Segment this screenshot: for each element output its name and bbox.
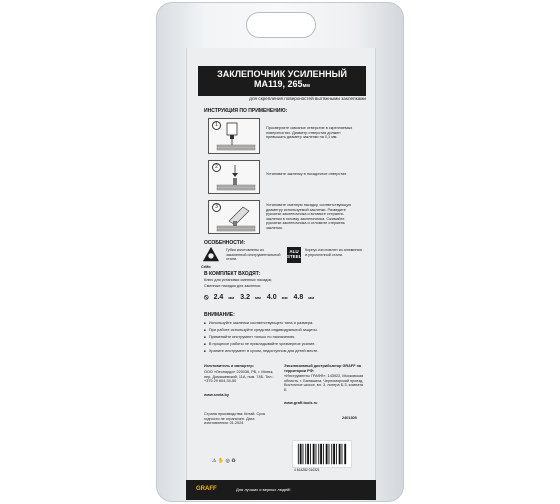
recycle-icon: ♻: [231, 458, 236, 464]
crmo-label: CrMo: [201, 265, 211, 269]
feature-crmo-text: Губки изготовлены из закаленной инструментальной стали.: [226, 248, 281, 262]
size-2: 3.2: [240, 294, 250, 301]
manufacturer-heading: Изготовитель и импортер:: [204, 364, 254, 368]
drill-icon: [209, 119, 261, 155]
nozzle-icon: ⦸: [204, 294, 209, 301]
barcode-icon: [292, 440, 352, 468]
warning-item: ■ Храните инструмент в сухом, недоступном для детей месте.: [204, 348, 318, 353]
size-1: 2.4: [213, 294, 224, 301]
size-3: 4.0: [266, 294, 277, 301]
origin-info: Страна производства: Китай. Срок годности не ограничен. Дата изготовления: 01.2024: [204, 412, 266, 426]
nozzle-sizes: [204, 294, 320, 302]
features-heading: ОСОБЕННОСТИ:: [204, 240, 246, 246]
warning-item: ■ Применяйте инструмент только по назначению.: [204, 334, 295, 339]
size-4: 4.8: [293, 294, 304, 301]
kit-item-2: Сменные насадки для заклепок:: [204, 284, 262, 288]
crmo-logo-icon: [202, 246, 220, 264]
distributor-text: «Инструменты ГРАФФ», 143922, Московская область, г. Балашиха, Черноморский проезд, Восточное шоссе, вл. 3, литера Б-3, комната Б: [284, 374, 364, 392]
goggles-icon: ◎: [225, 458, 230, 464]
title-unit: мм: [302, 83, 310, 89]
riveter-icon: [209, 201, 261, 235]
child-warning-icon: ⚠: [212, 458, 217, 464]
distributor-heading: Эксклюзивный дистрибьютор GRAFF на территории РФ:: [284, 364, 361, 373]
warning-item: ■ При работе используйте средства индивидуальной защиты.: [204, 327, 318, 332]
size-3-unit: мм: [281, 295, 288, 300]
brand-footer: [186, 480, 376, 500]
step-1-number: 1: [212, 121, 221, 130]
barcode-number: 4 814282 010321: [294, 468, 320, 472]
alu-label: ALU: [289, 249, 299, 254]
feature-alu-text: Корпус изготовлен из алюминия и упрочненной стали.: [305, 248, 362, 257]
rivet-insert-icon: [209, 161, 261, 195]
warning-heading: ВНИМАНИЕ:: [204, 312, 235, 318]
care-icons: [212, 458, 236, 464]
warning-item: ■ В процессе работы не прикладывайте чрезмерное усилие.: [204, 341, 315, 346]
size-2-unit: мм: [254, 295, 261, 300]
step-2-number: 2: [212, 163, 221, 172]
step-2-text: Установите заклепку в посадочное отверстие.: [266, 172, 348, 176]
size-1-unit: мм: [228, 295, 235, 300]
step-3-illustration: [208, 200, 260, 234]
manufacturer-site: www.sveta.by: [204, 393, 229, 397]
warning-item: ■ Используйте заклепки соответствующего типа и размера.: [204, 320, 313, 325]
article-number: 2401305: [342, 416, 357, 420]
step-1-text: Просверлите сквозное отверстие в скрепляемых поверхностях. Диаметр отверстия должен превышать диаметр заклепки на 0,1 мм.: [266, 126, 353, 140]
alu-steel-logo-icon: [287, 247, 301, 263]
step-3-text: Установите сменную насадку, соответствующую диаметру используемой заклепки. Разведите рукоятки заклепочника и вставьте стержень заклепки в головку заклепочника. Сжимайте рукоятки заклепочника и отломите стержень заклепки.: [266, 203, 352, 230]
step-3-number: 3: [212, 203, 221, 212]
manufacturer-text: ООО «Леонардо» 220036, РБ, г. Минск, пер. Домашевский, 11А, пом. 74Б. Тел.: +375 29 604-34-50: [204, 370, 274, 384]
product-subtitle: для скрепления поверхностей вытяжными заклепками: [249, 96, 366, 101]
step-1-illustration: [208, 118, 260, 154]
steel-label: STEEL: [287, 254, 302, 259]
slogan: Для лучших и верных людей!: [236, 487, 291, 492]
kit-heading: В КОМПЛЕКТ ВХОДЯТ:: [204, 271, 261, 277]
title-line-2: МА119, 265: [254, 79, 303, 89]
glove-icon: ✋: [217, 458, 225, 464]
step-2-illustration: [208, 160, 260, 194]
graff-logo: GRAFF: [196, 486, 217, 492]
distributor-site: www.graff-tools.ru: [284, 401, 318, 405]
size-4-unit: мм: [308, 295, 315, 300]
title-line-1: ЗАКЛЕПОЧНИК УСИЛЕННЫЙ: [217, 69, 347, 79]
product-title: [198, 66, 366, 96]
hang-hole: [246, 12, 316, 38]
kit-item-1: Ключ для установки сменных насадок;: [204, 278, 273, 282]
instructions-heading: ИНСТРУКЦИЯ ПО ПРИМЕНЕНИЮ:: [204, 108, 288, 114]
